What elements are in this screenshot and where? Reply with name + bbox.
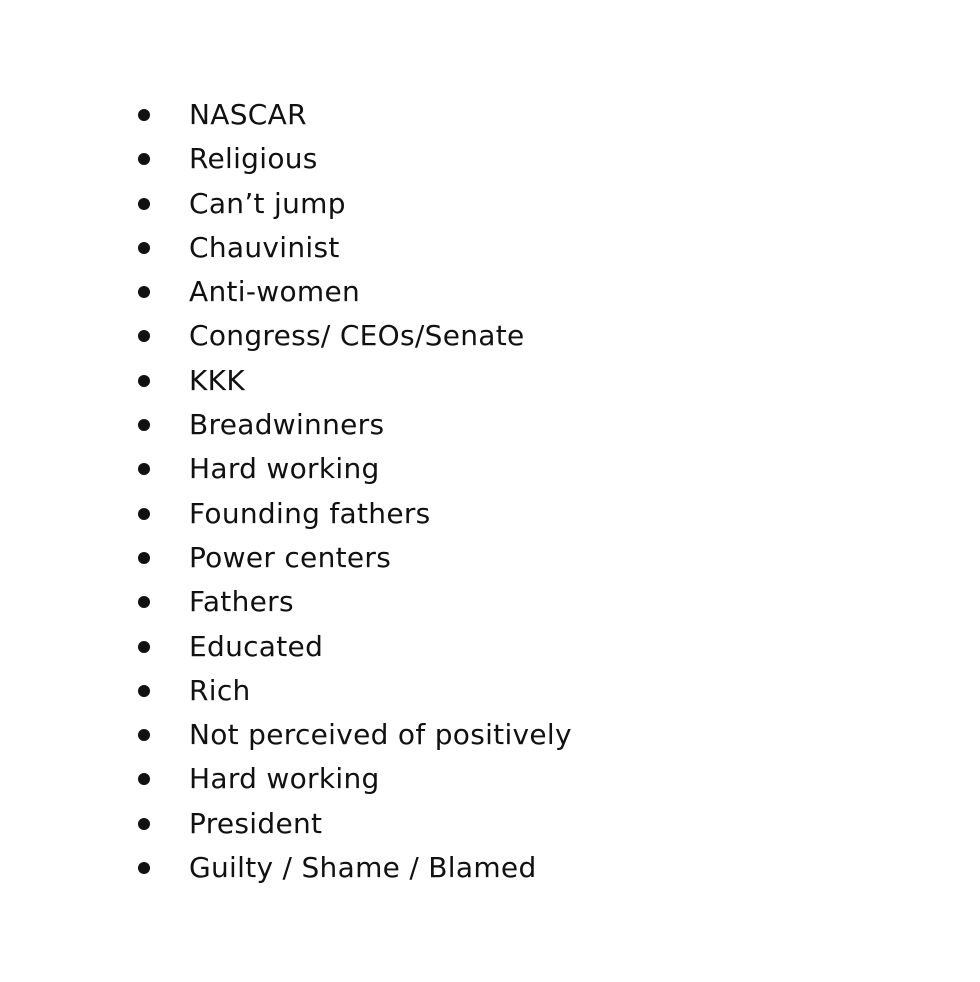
list-item-text: Breadwinners — [189, 408, 385, 442]
bullet-icon — [138, 109, 150, 121]
list-item-text: Hard working — [189, 452, 380, 486]
list-item-text: Educated — [189, 629, 324, 663]
list-item-text: Fathers — [189, 585, 294, 619]
bullet-icon — [138, 375, 150, 387]
list-item-text: Not perceived of positively — [189, 718, 572, 752]
list-item-text: Chauvinist — [189, 230, 340, 264]
bullet-icon — [138, 862, 150, 874]
bullet-icon — [138, 242, 150, 254]
bullet-icon — [138, 330, 150, 342]
list-item-text: KKK — [189, 363, 245, 397]
list-item-text: Founding fathers — [189, 496, 431, 530]
bullet-icon — [138, 818, 150, 830]
bullet-icon — [138, 198, 150, 210]
list-item-text: NASCAR — [189, 98, 307, 131]
bullet-icon — [138, 419, 150, 431]
bullet-icon — [138, 685, 150, 697]
bullet-icon — [138, 641, 150, 653]
list-item-text: Anti-women — [189, 275, 361, 309]
bullet-icon — [138, 552, 150, 564]
bullet-icon — [138, 773, 150, 785]
list-item-text: Religious — [189, 142, 318, 176]
list-item-text: President — [189, 806, 323, 840]
list-item-text: Guilty / Shame / Blamed — [189, 851, 537, 885]
list-item-text: Power centers — [189, 540, 392, 574]
list-item-text: Congress/ CEOs/Senate — [189, 319, 525, 353]
bullet-icon — [138, 153, 150, 165]
bullet-icon — [138, 463, 150, 475]
bullet-icon — [138, 286, 150, 298]
bullet-icon — [138, 729, 150, 741]
bullet-icon — [138, 596, 150, 608]
bullet-icon — [138, 508, 150, 520]
list-item-text: Hard working — [189, 762, 380, 796]
list-item-text: Rich — [189, 673, 251, 707]
list-item-text: Can’t jump — [189, 186, 346, 220]
